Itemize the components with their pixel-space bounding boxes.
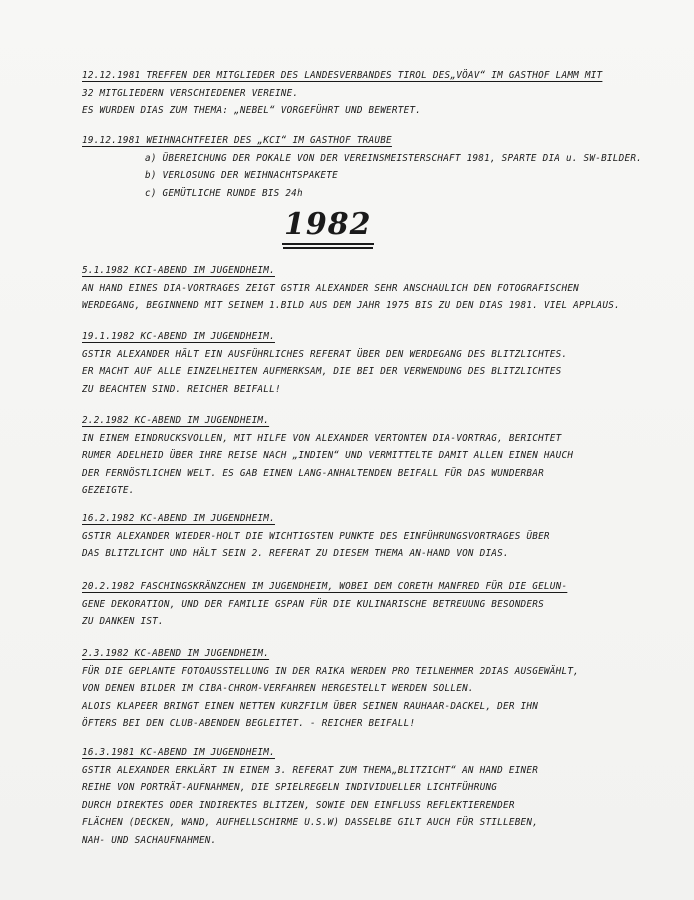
entry-line: a) ÜBEREICHUNG DER POKALE VON DER VEREINSMEISTERSCHAFT 1981, SPARTE DIA u. SW-BILDER. xyxy=(145,152,643,164)
entry-heading: 2.3.1982 KC-ABEND IM JUGENDHEIM. xyxy=(82,648,270,659)
entry-line: ZU BEACHTEN SIND. REICHER BEIFALL! xyxy=(82,383,281,395)
entry xyxy=(82,578,672,631)
entry-line: GSTIR ALEXANDER WIEDER-HOLT DIE WICHTIGSTEN PUNKTE DES EINFÜHRUNGSVORTRAGES ÜBER xyxy=(82,530,550,542)
entry xyxy=(82,510,672,563)
entry-line: AN HAND EINES DIA-VORTRAGES ZEIGT GSTIR ALEXANDER SEHR ANSCHAULICH DEN FOTOGRAFISCHEN xyxy=(82,282,580,294)
entry-line: NAH- UND SACHAUFNAHMEN. xyxy=(82,834,217,846)
entry-line: ALOIS KLAPEER BRINGT EINEN NETTEN KURZFILM ÜBER SEINEN RAUHAAR-DACKEL, DER IHN xyxy=(82,700,539,712)
entry-line: ER MACHT AUF ALLE EINZELHEITEN AUFMERKSAM, DIE BEI DER VERWENDUNG DES BLITZLICHTES xyxy=(82,366,562,377)
entry-line: IN EINEM EINDRUCKSVOLLEN, MIT HILFE VON ALEXANDER VERTONTEN DIA-VORTRAG, BERICHTET xyxy=(82,432,562,444)
entry-line: GEZEIGTE. xyxy=(82,485,135,496)
entry-line: GSTIR ALEXANDER HÄLT EIN AUSFÜHRLICHES REFERAT ÜBER DEN WERDEGANG DES BLITZLICHTES. xyxy=(82,348,568,360)
entry-line: FÜR DIE GEPLANTE FOTOAUSSTELLUNG IN DER RAIKA WERDEN PRO TEILNEHMER 2DIAS AUSGEWÄHLT, xyxy=(82,665,580,677)
entry-line: DAS BLITZLICHT UND HÄLT SEIN 2. REFERAT ZU DIESEM THEMA AN-HAND VON DIAS. xyxy=(82,548,509,559)
entry-line: RUMER ADELHEID ÜBER IHRE REISE NACH „INDIEN“ UND VERMITTELTE DAMIT ALLEN EINEN HAUCH xyxy=(82,450,574,461)
entry-line: ES WURDEN DIAS ZUM THEMA: „NEBEL“ VORGEFÜHRT UND BEWERTET. xyxy=(82,105,422,116)
entry xyxy=(82,744,672,849)
entry xyxy=(82,132,672,202)
entry xyxy=(82,67,672,120)
entry-line: 32 MITGLIEDERN VERSCHIEDENER VEREINE. xyxy=(82,87,299,99)
entry-line: ZU DANKEN IST. xyxy=(82,616,164,627)
entry-line: REIHE VON PORTRÄT-AUFNAHMEN, DIE SPIELREGELN INDIVIDUELLER LICHTFÜHRUNG xyxy=(82,782,498,793)
entry xyxy=(82,262,672,315)
entry-heading: 19.12.1981 WEIHNACHTFEIER DES „KCI“ IM GASTHOF TRAUBE xyxy=(82,135,392,146)
entry-line: ÖFTERS BEI DEN CLUB-ABENDEN BEGLEITET. - REICHER BEIFALL! xyxy=(82,718,416,729)
entry-heading: 16.2.1982 KC-ABEND IM JUGENDHEIM. xyxy=(82,513,275,524)
entry-line: c) GEMÜTLICHE RUNDE BIS 24h xyxy=(145,187,303,199)
entry-line: b) VERLOSUNG DER WEIHNACHTSPAKETE xyxy=(145,170,338,181)
entry-heading: 19.1.1982 KC-ABEND IM JUGENDHEIM. xyxy=(82,331,275,342)
entry xyxy=(82,412,672,500)
entry-heading: 5.1.1982 KCI-ABEND IM JUGENDHEIM. xyxy=(82,265,275,276)
entry-line: VON DENEN BILDER IM CIBA-CHROM-VERFAHREN HERGESTELLT WERDEN SOLLEN. xyxy=(82,683,474,694)
entry-line: FLÄCHEN (DECKEN, WAND, AUFHELLSCHIRME U.S.W) DASSELBE GILT AUCH FÜR STILLEBEN, xyxy=(82,817,539,828)
entry-line: DURCH DIREKTES ODER INDIREKTES BLITZEN, SOWIE DEN EINFLUSS REFLEKTIERENDER xyxy=(82,799,515,811)
entry-heading: 16.3.1981 KC-ABEND IM JUGENDHEIM. xyxy=(82,747,275,758)
entry-line: WERDEGANG, BEGINNEND MIT SEINEM 1.BILD AUS DEM JAHR 1975 BIS ZU DEN DIAS 1981. VIEL APPLAUS. xyxy=(82,300,620,311)
entry-line: GSTIR ALEXANDER ERKLÄRT IN EINEM 3. REFERAT ZUM THEMA„BLITZICHT“ AN HAND EINER xyxy=(82,764,539,776)
entry xyxy=(82,645,672,733)
entry xyxy=(82,328,672,398)
entry-line: DER FERNÖSTLICHEN WELT. ES GAB EINEN LANG-ANHALTENDEN BEIFALL FÜR DAS WUNDERBAR xyxy=(82,467,544,479)
entry-line: GENE DEKORATION, UND DER FAMILIE GSPAN FÜR DIE KULINARISCHE BETREUUNG BESONDERS xyxy=(82,598,544,610)
entry-heading: 2.2.1982 KC-ABEND IM JUGENDHEIM. xyxy=(82,415,270,426)
year-heading: 1982 xyxy=(282,207,374,245)
entry-heading: 20.2.1982 FASCHINGSKRÄNZCHEN IM JUGENDHEIM, WOBEI DEM CORETH MANFRED FÜR DIE GELUN- xyxy=(82,581,568,592)
entry-heading: 12.12.1981 TREFFEN DER MITGLIEDER DES LANDESVERBANDES TIROL DES„VÖAV“ IM GASTHOF LAMM MIT xyxy=(82,70,603,81)
